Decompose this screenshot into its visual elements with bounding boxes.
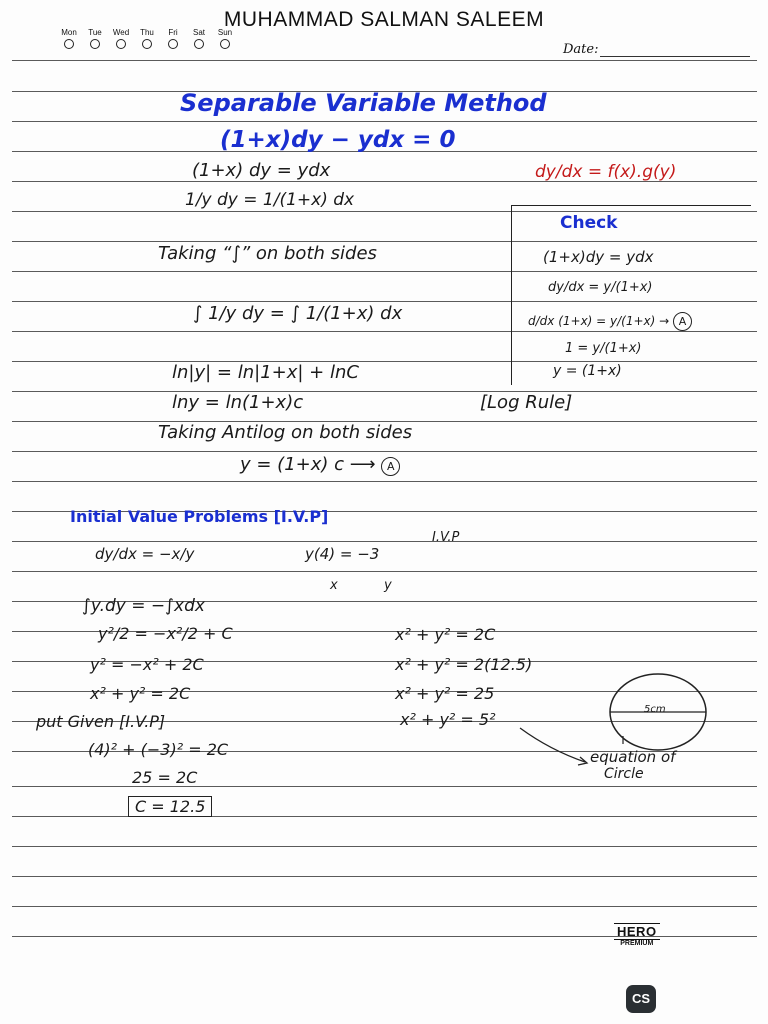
derivative-fraction: dy/dx bbox=[535, 162, 583, 182]
premium-text: PREMIUM bbox=[620, 940, 654, 947]
boxed-result: C = 12.5 bbox=[128, 796, 212, 817]
ivp-line: ∫y.dy = −∫xdx bbox=[82, 596, 205, 616]
circle-annotation: equation of bbox=[590, 748, 676, 766]
rule-line bbox=[12, 481, 757, 482]
weekday-selector bbox=[60, 28, 234, 49]
initial-condition: y(4) = −3 bbox=[305, 545, 380, 563]
circle-annotation-2: Circle bbox=[604, 766, 644, 782]
rule-line bbox=[12, 846, 757, 847]
ivp-line: (4)² + (−3)² = 2C bbox=[88, 740, 229, 759]
label-a-icon: A bbox=[673, 312, 692, 331]
math-line: 1/y dy = 1/(1+x) dx bbox=[185, 190, 355, 210]
circle-eq-line: x² + y² = 5² bbox=[400, 710, 496, 729]
page-owner-name: MUHAMMAD SALMAN SALEEM bbox=[223, 8, 545, 31]
date-label: Date: bbox=[563, 42, 599, 57]
day-wed bbox=[112, 28, 130, 49]
rule-line bbox=[12, 906, 757, 907]
arrow-label-x: x bbox=[330, 578, 338, 593]
camscanner-logo-icon: CS bbox=[626, 985, 656, 1013]
radius-label: 5cm bbox=[644, 704, 666, 715]
rule-line bbox=[12, 816, 757, 817]
rule-line bbox=[12, 241, 757, 242]
separable-form bbox=[535, 162, 676, 182]
day-circle-icon bbox=[90, 39, 100, 49]
circle-eq-line: x² + y² = 25 bbox=[395, 684, 495, 703]
rule-line bbox=[12, 301, 757, 302]
math-line: lny = ln(1+x)c bbox=[172, 392, 304, 413]
main-equation: (1+x)dy − ydx = 0 bbox=[220, 127, 456, 153]
check-line: y = (1+x) bbox=[553, 363, 622, 379]
check-line bbox=[528, 312, 692, 331]
day-circle-icon bbox=[168, 39, 178, 49]
section-title: Separable Variable Method bbox=[180, 89, 547, 117]
ivp-line: put Given [I.V.P] bbox=[36, 712, 166, 731]
hero-logo bbox=[614, 923, 660, 947]
day-label: Wed bbox=[112, 28, 130, 37]
annotation-arrow bbox=[520, 728, 585, 762]
math-line: ∫ 1/y dy = ∫ 1/(1+x) dx bbox=[193, 303, 403, 324]
rule-line bbox=[12, 211, 757, 212]
check-line: (1+x)dy = ydx bbox=[543, 248, 654, 266]
day-label: Sun bbox=[217, 28, 233, 37]
ivp-line: dy/dx = −x/y bbox=[95, 545, 195, 563]
ivp-annotation: I.V.P bbox=[432, 530, 460, 545]
day-tue bbox=[86, 28, 104, 49]
day-label: Tue bbox=[88, 28, 102, 37]
rule-line bbox=[12, 121, 757, 122]
check-text: d/dx (1+x) = y/(1+x) → bbox=[528, 314, 670, 328]
rule-line bbox=[12, 331, 757, 332]
check-divider-top bbox=[511, 205, 751, 206]
date-underline bbox=[600, 56, 750, 57]
rule-line bbox=[12, 876, 757, 877]
day-circle-icon bbox=[116, 39, 126, 49]
solution-text: y = (1+x) c ⟶ bbox=[240, 454, 376, 475]
rule-line bbox=[12, 451, 757, 452]
hero-text: HERO bbox=[614, 923, 660, 940]
ivp-line: x² + y² = 2C bbox=[90, 684, 191, 703]
check-title: Check bbox=[560, 213, 618, 233]
day-circle-icon bbox=[194, 39, 204, 49]
day-fri bbox=[164, 28, 182, 49]
day-label: Thu bbox=[140, 28, 154, 37]
label-a-icon: A bbox=[381, 457, 400, 476]
day-circle-icon bbox=[64, 39, 74, 49]
day-label: Mon bbox=[61, 28, 77, 37]
day-sun bbox=[216, 28, 234, 49]
rule-line bbox=[12, 391, 757, 392]
day-label: Fri bbox=[168, 28, 178, 37]
ivp-line: y² = −x² + 2C bbox=[90, 655, 204, 674]
rule-line bbox=[12, 60, 757, 61]
rule-line bbox=[12, 541, 757, 542]
day-thu bbox=[138, 28, 156, 49]
day-mon bbox=[60, 28, 78, 49]
day-circle-icon bbox=[142, 39, 152, 49]
ivp-line: y²/2 = −x²/2 + C bbox=[98, 624, 233, 643]
ivp-line: 25 = 2C bbox=[132, 768, 198, 787]
math-line: (1+x) dy = ydx bbox=[192, 160, 331, 181]
separable-expression: = f(x).g(y) bbox=[587, 162, 677, 182]
rule-line bbox=[12, 786, 757, 787]
day-label: Sat bbox=[192, 28, 205, 37]
solution-line bbox=[240, 454, 400, 476]
day-circle-icon bbox=[220, 39, 230, 49]
math-line: Taking “∫” on both sides bbox=[158, 243, 377, 264]
rule-line bbox=[12, 571, 757, 572]
math-line: ln|y| = ln|1+x| + lnC bbox=[172, 362, 359, 383]
check-line: dy/dx = y/(1+x) bbox=[548, 280, 653, 295]
rule-line bbox=[12, 361, 757, 362]
arrow-label-y: y bbox=[384, 578, 392, 593]
circle-eq-line: x² + y² = 2(12.5) bbox=[395, 655, 533, 674]
day-sat bbox=[190, 28, 208, 49]
log-rule-note: [Log Rule] bbox=[480, 392, 573, 413]
circle-eq-line: x² + y² = 2C bbox=[395, 625, 496, 644]
final-constant bbox=[128, 797, 212, 816]
section-title: Initial Value Problems [I.V.P] bbox=[70, 507, 329, 526]
rule-line bbox=[12, 271, 757, 272]
check-divider bbox=[511, 205, 512, 385]
math-line: Taking Antilog on both sides bbox=[158, 422, 413, 443]
check-line: 1 = y/(1+x) bbox=[565, 341, 642, 356]
